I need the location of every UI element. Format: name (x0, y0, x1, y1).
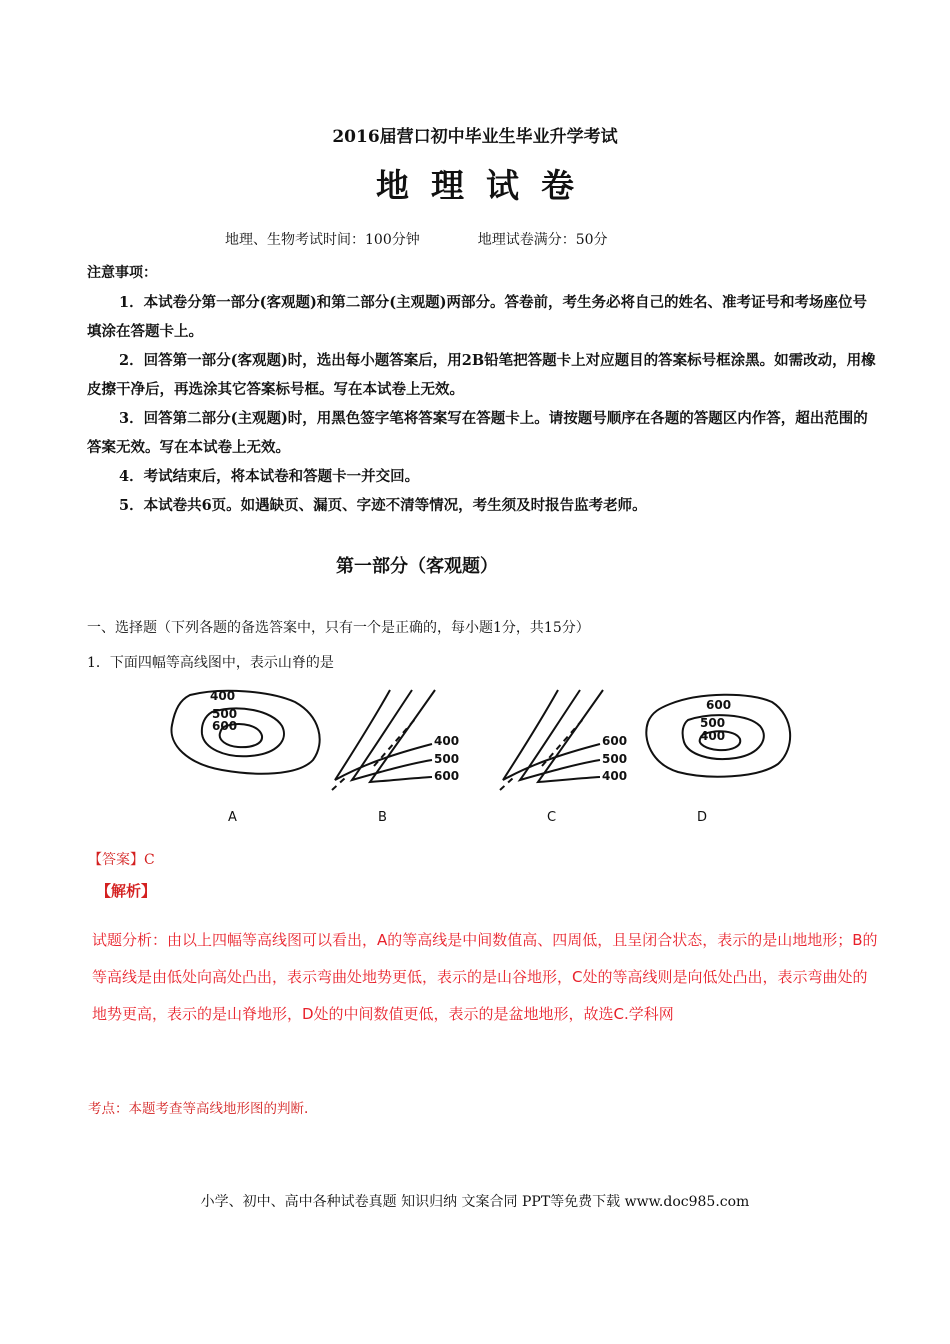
notice-item: 1．本试卷分第一部分(客观题)和第二部分(主观题)两部分。答卷前，考生务必将自己的姓名、准考证号和考场座位号填涂在答题卡上。 (87, 294, 868, 340)
notice-heading: 注意事项： (87, 265, 157, 281)
notice-item: 3．回答第二部分(主观题)时，用黑色签字笔将答案写在答题卡上。请按题号顺序在各题的答题区内作答，超出范围的答案无效。写在本试卷上无效。 (87, 410, 868, 456)
subject-title: 地理试卷 (376, 166, 596, 205)
section-intro: 一、选择题（下列各题的备选答案中，只有一个是正确的，每小题1分，共15分） (87, 620, 590, 636)
contour-map-c (500, 690, 603, 790)
contour-label: 500 (212, 707, 238, 721)
question-stem: 1．下面四幅等高线图中，表示山脊的是 (87, 655, 334, 671)
notice-item: 2．回答第一部分(客观题)时，选出每小题答案后，用2B铅笔把答题卡上对应题目的答案标号框涂黑。如需改动，用橡皮擦干净后，再选涂其它答案标号框。写在本试卷上无效。 (87, 352, 876, 398)
answer: 【答案】C (88, 852, 155, 868)
contour-label: 500 (434, 752, 460, 766)
contour-label: 400 (700, 729, 726, 743)
contour-label: 600 (434, 769, 460, 783)
exam-title: 2016届营口初中毕业生毕业升学考试 (332, 127, 618, 147)
exam-info (225, 229, 608, 249)
notice-list (87, 288, 877, 520)
figure-caption-c: C (547, 810, 557, 825)
contour-label: 500 (602, 752, 628, 766)
page-footer: 小学、初中、高中各种试卷真题 知识归纳 文案合同 PPT等免费下载 www.doc985.com (200, 1194, 750, 1210)
contour-map-a (171, 691, 319, 774)
contour-label: 600 (212, 719, 238, 733)
contour-label: 600 (602, 734, 628, 748)
contour-label: 600 (706, 698, 732, 712)
contour-label: 500 (700, 716, 726, 730)
contour-label: 400 (210, 689, 236, 703)
analysis-label: 【解析】 (96, 882, 157, 900)
time-info: 地理、生物考试时间：100分钟 (225, 232, 420, 248)
contour-map-b (332, 690, 435, 790)
part-title: 第一部分（客观题） (336, 556, 498, 577)
notice-item: 5．本试卷共6页。如遇缺页、漏页、字迹不清等情况，考生须及时报告监考老师。 (119, 497, 647, 514)
analysis-text: 试题分析：由以上四幅等高线图可以看出，A的等高线是中间数值高、四周低，且呈闭合状态，表示的是山地地形；B的等高线是由低处向高处凸出，表示弯曲处地势更低，表示的是山谷地形，C处的等高线则是向低处凸出，表示弯曲处的地势更高，表示的是山脊地形，D处的中间数值更低，表示的是盆地地形，故选C.学科网 (92, 931, 878, 1023)
contour-label: 400 (434, 734, 460, 748)
figure-caption-b: B (378, 810, 387, 825)
figure-caption-a: A (228, 810, 237, 825)
contour-label: 400 (602, 769, 628, 783)
score-info: 地理试卷满分：50分 (477, 232, 608, 248)
contour-figure (160, 682, 800, 832)
figure-caption-d: D (697, 810, 708, 825)
key-point: 考点：本题考查等高线地形图的判断. (88, 1101, 309, 1117)
notice-item: 4．考试结束后，将本试卷和答题卡一并交回。 (119, 468, 420, 485)
